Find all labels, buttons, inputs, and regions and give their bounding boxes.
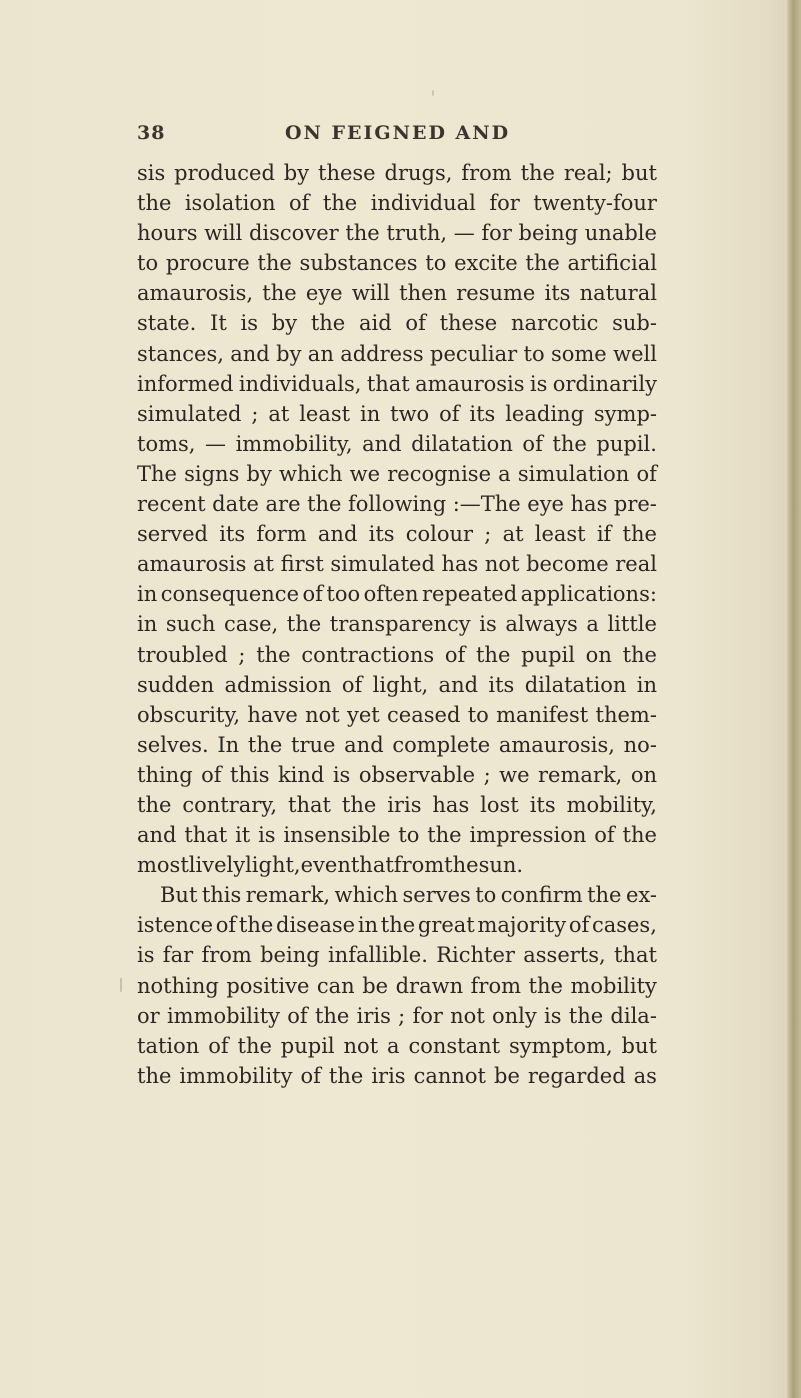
- text-line-paragraph-start: But this remark, which serves to confirm the ex-: [160, 883, 657, 908]
- text-line: and that it is insensible to the impression of the: [137, 823, 657, 848]
- text-line: toms, — immobility, and dilatation of the pupil.: [137, 431, 657, 456]
- body-text: [137, 158, 657, 1091]
- page-edge-shadow: [787, 0, 801, 1398]
- text-line: or immobility of the iris ; for not only is the dila-: [137, 1003, 657, 1028]
- text-line: selves. In the true and complete amaurosis, no-: [137, 732, 657, 757]
- text-line: sis produced by these drugs, from the real; but: [137, 161, 657, 185]
- text-line: nothing positive can be drawn from the mobility: [137, 973, 657, 998]
- page-number: 38: [137, 122, 166, 144]
- running-head-title: ON FEIGNED AND: [285, 122, 511, 144]
- text-line-paragraph-end: most lively light, even that from the sun.: [137, 853, 524, 878]
- text-line: state. It is by the aid of these narcotic sub-: [137, 311, 657, 336]
- text-line: stances, and by an address peculiar to some well: [137, 341, 657, 366]
- text-line: in consequence of too often repeated applications:: [137, 582, 657, 607]
- text-line: obscurity, have not yet ceased to manifest them-: [137, 702, 657, 727]
- text-line: in such case, the transparency is always a little: [137, 612, 657, 637]
- text-line: hours will discover the truth, — for being unable: [137, 221, 657, 246]
- text-line: is far from being infallible. Richter asserts, that: [137, 943, 657, 968]
- text-line: informed individuals, that amaurosis is ordinarily: [137, 371, 657, 396]
- text-line: thing of this kind is observable ; we remark, on: [137, 762, 657, 787]
- text-line: istence of the disease in the great majority of cases,: [137, 913, 657, 938]
- text-line: the contrary, that the iris has lost its mobility,: [137, 792, 657, 817]
- text-line: tation of the pupil not a constant symptom, but: [137, 1033, 657, 1058]
- text-line: recent date are the following :—The eye has pre-: [137, 492, 657, 517]
- text-line: the isolation of the individual for twenty-four: [137, 191, 657, 216]
- text-line: troubled ; the contractions of the pupil on the: [137, 642, 657, 667]
- text-line: amaurosis at first simulated has not become real: [137, 552, 657, 577]
- paper-mark: [120, 978, 122, 992]
- text-line: The signs by which we recognise a simulation of: [137, 461, 657, 486]
- text-line: sudden admission of light, and its dilatation in: [137, 672, 657, 697]
- text-line: served its form and its colour ; at least if the: [137, 522, 657, 547]
- text-line: the immobility of the iris cannot be regarded as: [137, 1063, 657, 1088]
- running-head: [137, 122, 657, 152]
- paper-mark: [432, 90, 434, 96]
- text-line: amaurosis, the eye will then resume its natural: [137, 281, 657, 306]
- text-line: simulated ; at least in two of its leading symp-: [137, 401, 657, 426]
- text-line: to procure the substances to excite the artificial: [137, 251, 657, 276]
